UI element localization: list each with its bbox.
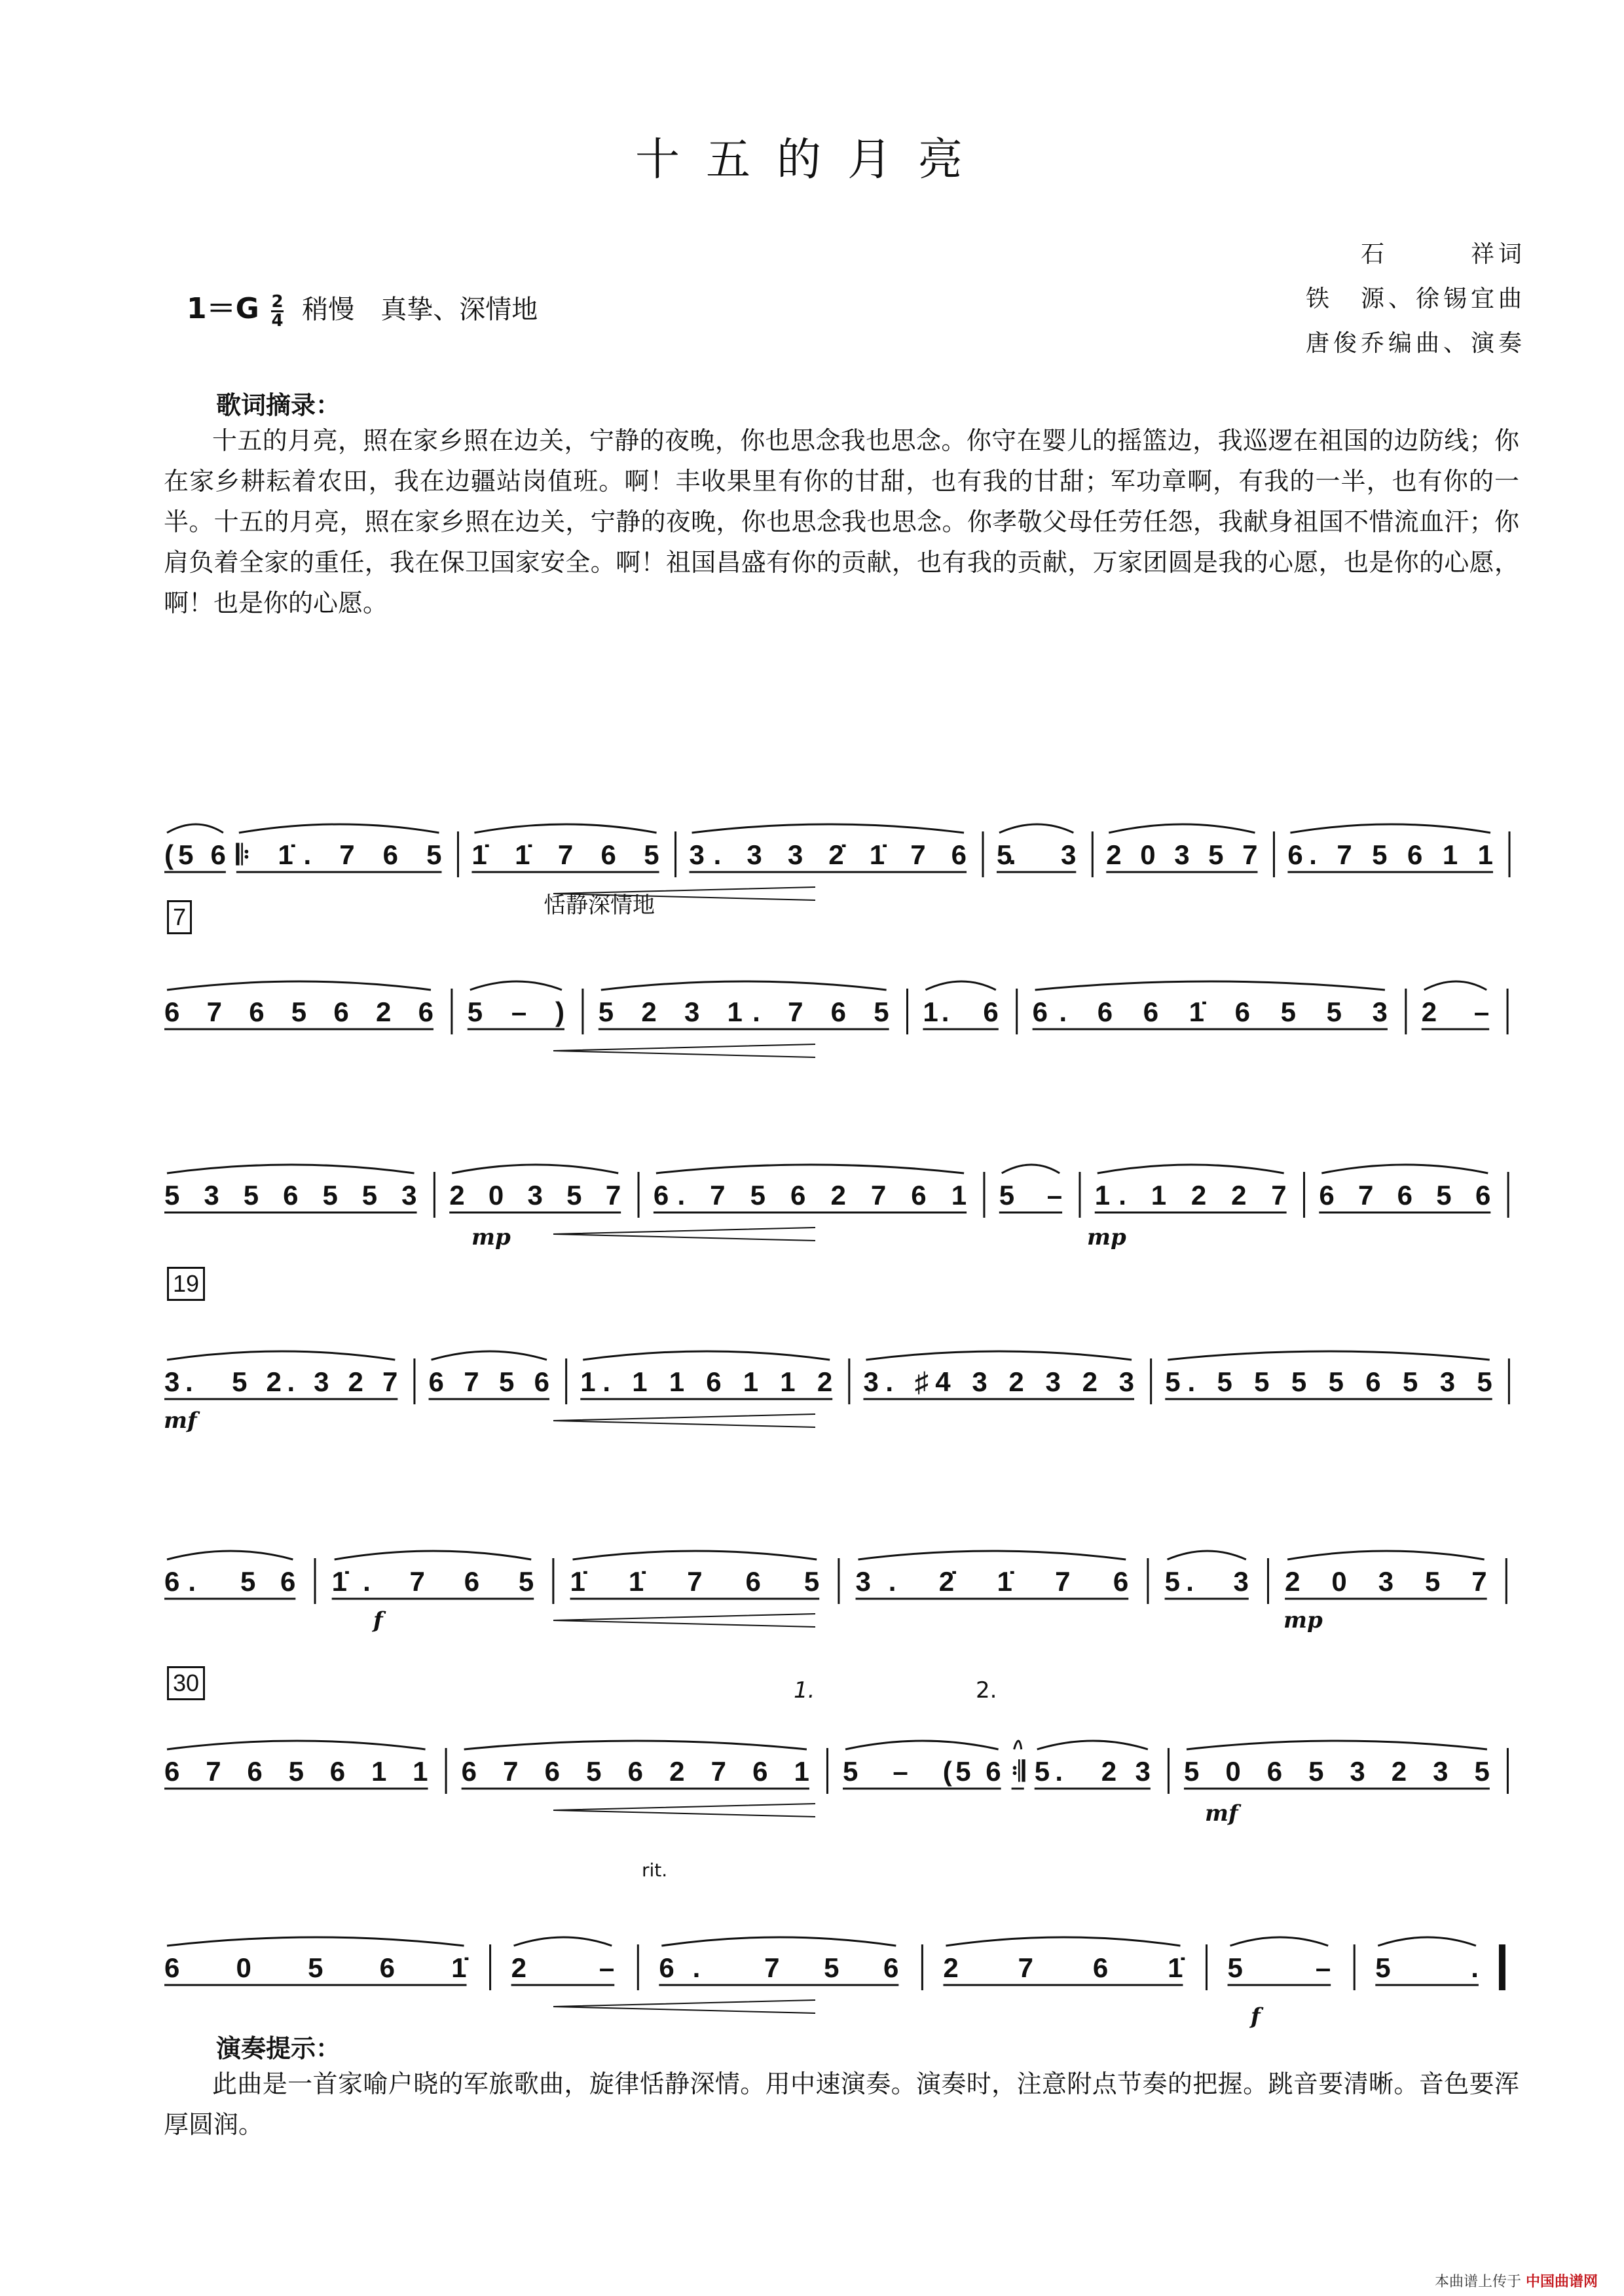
note-group: (5 6 <box>164 839 226 870</box>
note-group: 6. 5 6 <box>164 1566 296 1597</box>
score-row-5 <box>0 1499 1624 1656</box>
slur <box>858 1551 1126 1559</box>
measure-number-30: 30 <box>167 1666 205 1700</box>
score-row-3 <box>0 1113 1624 1270</box>
crescendo-hairpin <box>553 1804 815 1817</box>
slur <box>601 981 887 990</box>
slur <box>1168 1551 1246 1559</box>
score-row-1 <box>0 773 1624 930</box>
slur <box>1168 1351 1489 1360</box>
crescendo-hairpin <box>553 887 815 900</box>
slur <box>1035 981 1385 990</box>
note-group: 2 0 3 5 7 <box>449 1180 621 1211</box>
lyrics-heading: 歌词摘录： <box>216 391 341 420</box>
note-group: 3. 5 2. 3 2 7 <box>164 1366 398 1397</box>
note-group: 3. 2̇ 1̇ 7 6 <box>855 1566 1129 1597</box>
measure-number-7: 7 <box>167 900 192 934</box>
slur <box>167 824 223 833</box>
note-group: 6 7 6 5 6 <box>1319 1180 1491 1211</box>
note-group: 5. 3 <box>1164 1566 1249 1597</box>
slur <box>1290 824 1490 833</box>
slur <box>167 1741 426 1749</box>
slur <box>925 981 995 990</box>
note-group: 5. 3 <box>996 839 1077 870</box>
note-group: 6. 6 6 1̇ 6 5 5 3 <box>1032 996 1388 1027</box>
slur <box>335 1551 532 1559</box>
slur <box>1187 1741 1487 1749</box>
slur <box>470 981 562 990</box>
note-group: 5. 5 5 5 5 6 5 3 5 <box>1165 1366 1492 1397</box>
expression-marking: 恬静深情地 <box>544 892 655 919</box>
slur <box>1098 1165 1284 1173</box>
dynamic-marking: f <box>373 1607 383 1633</box>
slur <box>167 1937 464 1946</box>
score-row-svg <box>0 1689 1624 1846</box>
time-signature-bottom: 4 <box>271 310 284 331</box>
note-group: 5 – ) <box>467 996 564 1027</box>
note-group: 𝄆 1̇. 7 6 5 <box>236 839 442 870</box>
note-group: 6. 7 5 6 <box>659 1952 899 1983</box>
slur <box>845 1741 999 1749</box>
crescendo-hairpin <box>553 1228 815 1241</box>
slur <box>514 1937 612 1946</box>
lyrics-text: 十五的月亮，照在家乡照在边关，宁静的夜晚，你也思念我也思念。你守在婴儿的摇篮边，我巡逻在祖国的边防线；你在家乡耕耘着农田，我在边疆站岗值班。啊！丰收果里有你的甘甜，也有我的甘甜；军功章啊，有我的一半，也有你的一半。十五的月亮，照在家乡照在边关，宁静的夜晚，你也思念我也思念。你孝敬父母任劳任怨，我献身祖国不惜流血汗；你肩负着全家的重任，我在保卫国家安全。啊！祖国昌盛有你的贡献，也有我的贡献，万家团圆是我的心愿，也是你的心愿，啊！也是你的心愿。 <box>164 426 1519 617</box>
note-group: 1̇. 7 6 5 <box>331 1566 534 1597</box>
note-group: 2 0 3 5 7 <box>1106 839 1258 870</box>
slur <box>167 1551 293 1559</box>
note-group: 6. 7 5 6 2 7 6 1 <box>653 1180 967 1211</box>
note-group: 2 7 6 1̇ <box>943 1952 1183 1983</box>
page-title: 十五的月亮 <box>635 134 989 186</box>
slur <box>432 1351 547 1360</box>
slur <box>1230 1937 1329 1946</box>
slur <box>167 981 431 990</box>
slur <box>1109 824 1255 833</box>
slur <box>573 1551 817 1559</box>
dynamic-marking: mp <box>471 1224 511 1250</box>
slur <box>1424 981 1486 990</box>
note-group: 6 7 6 5 6 2 7 6 1 <box>461 1756 809 1787</box>
slur <box>464 1741 807 1749</box>
note-group: 1. 1 2 2 7 <box>1094 1180 1287 1211</box>
score-row-svg <box>0 1499 1624 1656</box>
crescendo-hairpin <box>553 1614 815 1627</box>
slur <box>1287 1551 1485 1559</box>
slur <box>999 824 1073 833</box>
slur <box>167 1165 415 1173</box>
note-group: 𝄇 <box>1011 1756 1025 1787</box>
arranger-credit: 唐俊乔编曲、演奏 <box>1305 330 1526 357</box>
note-group: 6 7 6 5 6 2 6 <box>164 996 434 1027</box>
note-group: 3. 3 3 2̇ 1̇ 7 6 <box>689 839 967 870</box>
ritardando-marking: rit. <box>642 1859 668 1881</box>
key-signature: 1＝G <box>187 292 259 325</box>
note-group: 5 – (5 6 <box>843 1756 1001 1787</box>
key-signature-line <box>187 285 538 329</box>
note-group: 5 0 6 5 3 2 3 5 <box>1183 1756 1490 1787</box>
note-group: 5. <box>1375 1952 1479 1983</box>
note-group: 2 – <box>511 1952 615 1983</box>
score-row-svg <box>0 1113 1624 1270</box>
slur <box>692 824 964 833</box>
tempo-marking: 稍慢 真挚、深情地 <box>302 295 538 325</box>
score-row-svg <box>0 930 1624 1087</box>
note-group: 2 – <box>1421 996 1490 1027</box>
footer-text: 本曲谱上传于 <box>1434 2274 1521 2290</box>
slur <box>656 1165 964 1173</box>
dynamic-marking: mf <box>164 1408 197 1434</box>
note-group: 6 7 5 6 <box>428 1366 550 1397</box>
measure-number-19: 19 <box>167 1267 205 1301</box>
slur <box>452 1165 618 1173</box>
notes-heading: 演奏提示： <box>216 2034 341 2063</box>
note-group: 5 3 5 6 5 5 3 <box>164 1180 417 1211</box>
slur <box>1037 1741 1148 1749</box>
note-group: 5 – <box>1227 1952 1331 1983</box>
time-signature <box>271 293 283 329</box>
crescendo-hairpin <box>553 1044 815 1057</box>
performance-notes-text: 此曲是一首家喻户晓的军旅歌曲，旋律恬静深情。用中速演奏。演奏时，注意附点节奏的把握。跳音要清晰。音色要浑厚圆润。 <box>164 2069 1519 2139</box>
score-row-svg <box>0 773 1624 930</box>
note-group: 5 – <box>999 1180 1063 1211</box>
note-group: 1. 1 1 6 1 1 2 <box>580 1366 833 1397</box>
note-group: 6. 7 5 6 1 1 <box>1287 839 1494 870</box>
note-group: 3. ♯4 3 2 3 2 3 <box>863 1366 1135 1397</box>
volta-2-label: 2. <box>976 1677 997 1704</box>
dynamic-marking: f <box>1251 2003 1261 2030</box>
note-group: 1̇ 1̇ 7 6 5 <box>570 1566 820 1597</box>
note-group: 1. 6 <box>923 996 999 1027</box>
volta-1-label: 1. <box>794 1677 815 1704</box>
slur <box>946 1937 1180 1946</box>
slur <box>239 824 439 833</box>
score-row-svg <box>0 1886 1624 2043</box>
slur <box>474 824 656 833</box>
note-group: 2 0 3 5 7 <box>1285 1566 1487 1597</box>
note-group: 6 7 6 5 6 1 1 <box>164 1756 428 1787</box>
site-logo[interactable]: 中国曲谱网 <box>1525 2274 1598 2290</box>
crescendo-hairpin <box>553 1414 815 1427</box>
crescendo-hairpin <box>553 2000 815 2013</box>
note-group: 1̇ 1̇ 7 6 5 <box>471 839 659 870</box>
score-row-7 <box>0 1886 1624 2043</box>
slur <box>1321 1165 1488 1173</box>
score-row-4 <box>0 1300 1624 1457</box>
note-group: 5 2 3 1. 7 6 5 <box>598 996 889 1027</box>
score-row-2 <box>0 930 1624 1087</box>
note-group: 5. 2 3 <box>1034 1756 1151 1787</box>
composer-credit: 铁 源、徐锡宜曲 <box>1305 285 1526 312</box>
slur <box>167 1351 395 1360</box>
slur <box>1014 1741 1022 1749</box>
note-group: 6 0 5 6 1̇ <box>164 1952 467 1983</box>
slur <box>661 1937 896 1946</box>
footer <box>1435 2270 1598 2291</box>
slur <box>1002 1165 1060 1173</box>
dynamic-marking: mf <box>1205 1800 1238 1827</box>
lyricist-credit: 石 祥词 <box>1360 241 1526 268</box>
slur <box>583 1351 830 1360</box>
score-row-svg <box>0 1300 1624 1457</box>
slur <box>866 1351 1132 1360</box>
slur <box>1378 1937 1476 1946</box>
score-row-6 <box>0 1689 1624 1846</box>
dynamic-marking: mp <box>1087 1224 1126 1250</box>
time-signature-top: 2 <box>271 291 284 312</box>
dynamic-marking: mp <box>1283 1607 1323 1633</box>
